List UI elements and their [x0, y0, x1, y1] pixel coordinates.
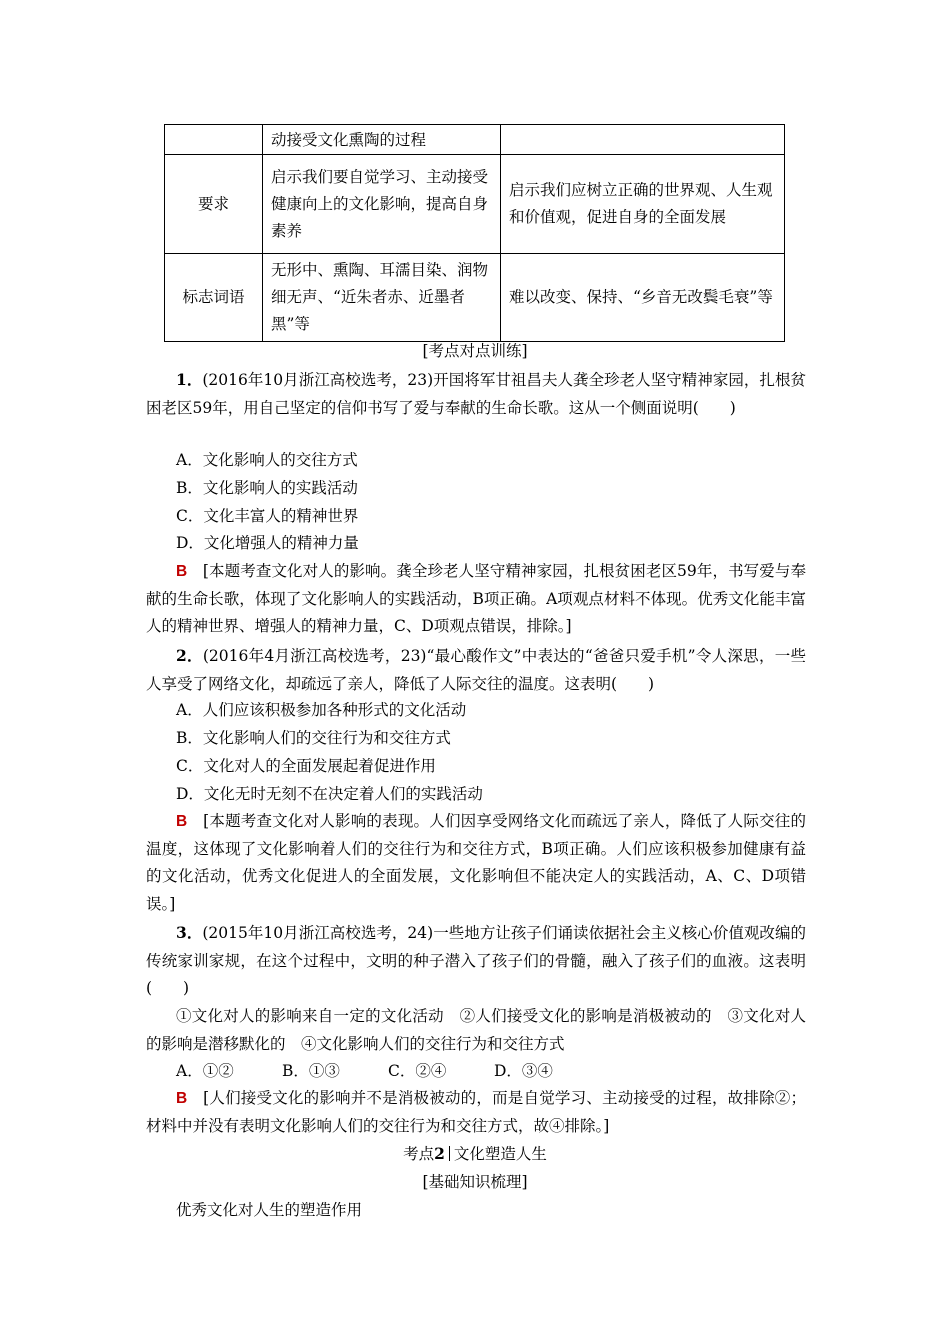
question-number: 1．: [176, 370, 203, 389]
table-cell-label: 标志词语: [165, 254, 263, 342]
table-cell-right: 难以改变、保持、“乡音无改鬓毛衰”等: [501, 254, 785, 342]
question-2-stem: [146, 642, 806, 698]
section-heading-basic: [基础知识梳理]: [422, 1173, 528, 1191]
question-3-statements: ①文化对人的影响来自一定的文化活动 ②人们接受文化的影响是消极被动的 ③文化对人的影响是潜移默化的 ④文化影响人们的交往行为和交往方式: [146, 1007, 806, 1053]
question-1-stem: [146, 366, 806, 422]
question-text: (2016年4月浙江高校选考，23)“最心酸作文”中表达的“爸爸只爱手机”令人深思，一些人享受了网络文化，却疏远了亲人，降低了人际交往的温度。这表明( ): [146, 647, 806, 693]
table-row: [165, 155, 785, 254]
option-d: D．③④: [494, 1062, 553, 1080]
section-heading-2: [0, 1144, 950, 1164]
answer-explanation-1: [146, 558, 806, 641]
table-row: [165, 254, 785, 342]
comparison-table: [164, 124, 785, 342]
question-3-stem: [146, 919, 806, 1003]
table-cell-left: 动接受文化熏陶的过程: [263, 125, 501, 155]
table-cell-left: 无形中、熏陶、耳濡目染、润物细无声、“近朱者赤、近墨者黑”等: [263, 254, 501, 342]
section-prefix: 考点: [403, 1145, 435, 1163]
option-d: D．文化无时无刻不在决定着人们的实践活动: [176, 785, 483, 803]
option-d: D．文化增强人的精神力量: [176, 534, 359, 552]
question-text: (2016年10月浙江高校选考，23)开国将军甘祖昌夫人龚全珍老人坚守精神家园，扎根贫困老区59年，用自己坚定的信仰书写了爱与奉献的生命长歌。这从一个侧面说明( ): [146, 371, 806, 417]
table-cell-label: [165, 125, 263, 155]
option-b: B．①③: [282, 1062, 340, 1080]
section-title: 文化塑造人生: [453, 1145, 547, 1163]
section-number: 2: [434, 1144, 445, 1163]
option-a: A．人们应该积极参加各种形式的文化活动: [176, 701, 467, 719]
question-number: 2．: [176, 646, 203, 665]
answer-letter: B: [176, 813, 188, 830]
question-number: 3．: [176, 923, 203, 942]
body-line: 优秀文化对人生的塑造作用: [176, 1201, 363, 1219]
table-row: [165, 125, 785, 155]
option-b: B．文化影响人们的交往行为和交往方式: [176, 729, 451, 747]
question-3-options: [176, 1061, 553, 1081]
table-cell-left: 启示我们要自觉学习、主动接受健康向上的文化影响，提高自身素养: [263, 155, 501, 254]
table-cell-label: 要求: [165, 155, 263, 254]
answer-explanation-3: [146, 1085, 806, 1140]
explanation-text: [本题考查文化对人的影响。龚全珍老人坚守精神家园，扎根贫困老区59年，书写爱与奉献的生命长歌，体现了文化影响人的实践活动，B项正确。A项观点材料不体现。优秀文化能丰富人的精神世界、增强人的精神力量，C、D项观点错误，排除。]: [146, 562, 806, 635]
explanation-text: [人们接受文化的影响并不是消极被动的，而是自觉学习、主动接受的过程，故排除②；材料中并没有表明文化影响人们的交往行为和交往方式，故④排除。]: [146, 1089, 806, 1135]
option-a: A．文化影响人的交往方式: [176, 451, 358, 469]
explanation-text: [本题考查文化对人影响的表现。人们因享受网络文化而疏远了亲人，降低了人际交往的温度，这体现了文化影响着人们的交往行为和交往方式，B项正确。人们应该积极参加健康有益的文化活动，优秀文化促进人的全面发展，文化影响但不能决定人的实践活动，A、C、D项错误。]: [146, 812, 806, 913]
answer-letter: B: [176, 1090, 188, 1107]
option-c: C．文化丰富人的精神世界: [176, 507, 359, 525]
question-text: (2015年10月浙江高校选考，24)一些地方让孩子们诵读依据社会主义核心价值观改编的传统家训家规，在这个过程中，文明的种子潜入了孩子们的骨髓，融入了孩子们的血液。这表明( ): [146, 924, 806, 997]
option-c: C．②④: [388, 1062, 447, 1080]
option-c: C．文化对人的全面发展起着促进作用: [176, 757, 436, 775]
table-cell-right: 启示我们应树立正确的世界观、人生观和价值观，促进自身的全面发展: [501, 155, 785, 254]
answer-letter: B: [176, 563, 188, 580]
table-cell-right: [501, 125, 785, 155]
answer-explanation-2: [146, 808, 806, 918]
option-a: A．①②: [176, 1062, 234, 1080]
option-b: B．文化影响人的实践活动: [176, 479, 358, 497]
section-divider: [449, 1146, 450, 1161]
section-heading-training: [考点对点训练]: [422, 342, 528, 360]
